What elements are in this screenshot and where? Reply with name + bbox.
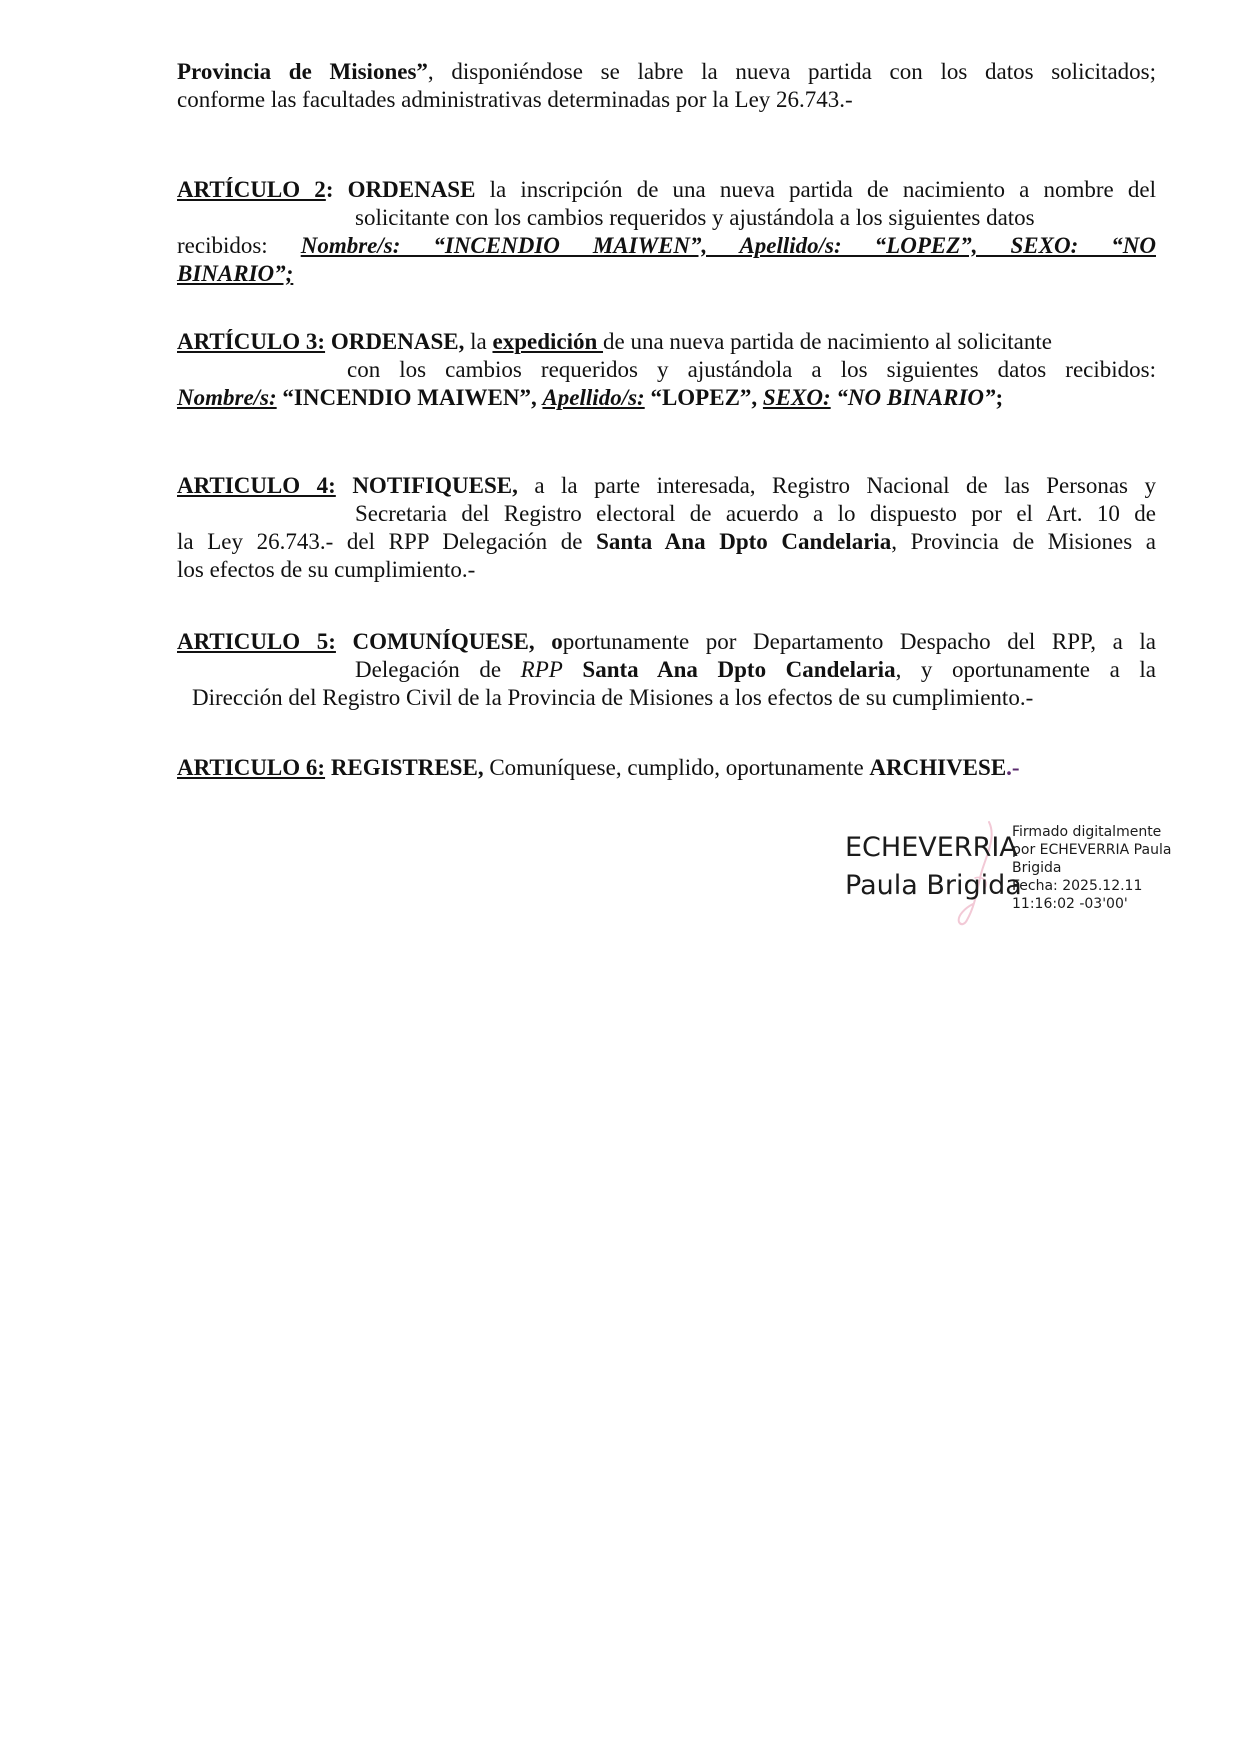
article-5-line-1-text: portunamente por Departamento Despacho del RPP, a la — [562, 629, 1157, 654]
article-3-name-value: “INCENDIO MAIWEN”, — [276, 385, 537, 410]
article-5-rpp: RPP — [520, 657, 563, 682]
signer-name-line-2: Paula Brigida — [845, 870, 1022, 901]
signature-details — [1012, 823, 1171, 913]
article-6-line-1 — [177, 754, 1156, 782]
article-2-received-label: recibidos: — [177, 233, 301, 258]
article-2-verb: ORDENASE — [347, 177, 476, 202]
article-4-label: ARTICULO 4: — [177, 473, 336, 498]
intro-line-1 — [177, 58, 1156, 86]
article-5-line-2-text: Delegación de — [355, 657, 521, 682]
article-6-end-mark: .- — [1006, 755, 1020, 780]
article-4 — [177, 472, 1156, 584]
article-5-line-2 — [177, 656, 1156, 684]
signature-date: Fecha: 2025.12.11 — [1012, 878, 1143, 894]
article-6 — [177, 754, 1156, 782]
intro-line-2: conforme las facultades administrativas determinadas por la Ley 26.743.- — [177, 87, 853, 112]
article-5-delegation: Santa Ana Dpto Candelaria — [582, 657, 896, 682]
article-3-line-3 — [177, 384, 1156, 412]
article-2 — [177, 176, 1156, 288]
article-5-label: ARTICULO 5: — [177, 629, 336, 654]
article-2-line-1 — [177, 176, 1156, 204]
article-4-line-2: Secretaria del Registro electoral de acuerdo a lo dispuesto por el Art. 10 de — [355, 501, 1156, 526]
article-4-line-3 — [177, 528, 1156, 556]
article-3-sex-value: “NO BINARIO” — [830, 385, 996, 410]
article-4-line-1-text: a la parte interesada, Registro Nacional de las Personas y — [517, 473, 1157, 498]
article-3-verb: ORDENASE, — [330, 329, 465, 354]
article-3-line-2: con los cambios requeridos y ajustándola a los siguientes datos recibidos: — [347, 357, 1156, 382]
article-6-archive: ARCHIVESE — [869, 755, 1007, 780]
article-6-label: ARTICULO 6: — [177, 755, 326, 780]
signer-name-line-1: ECHEVERRIA — [845, 832, 1018, 863]
article-2-line-3 — [177, 232, 1156, 260]
intro-line-1-text: , disponiéndose se labre la nueva partida con los datos solicitados; — [427, 59, 1156, 84]
article-3-name-label: Nombre/s: — [177, 385, 277, 410]
article-3 — [177, 328, 1156, 412]
article-4-verb: NOTIFIQUESE, — [352, 473, 518, 498]
article-2-line-2: solicitante con los cambios requeridos y ajustándola a los siguientes datos — [355, 205, 1035, 230]
article-5-line-1 — [177, 628, 1156, 656]
article-2-line-4 — [177, 260, 1156, 288]
article-2-colon: : — [325, 177, 334, 202]
article-5-verb: COMUNÍQUESE, o — [352, 629, 563, 654]
article-3-end: ; — [995, 385, 1004, 410]
article-5 — [177, 628, 1156, 712]
article-2-data: Nombre/s: “INCENDIO MAIWEN”, Apellido/s: “LOPEZ”, SEXO: “NO — [300, 233, 1156, 258]
article-6-verb: REGISTRESE, — [330, 755, 484, 780]
article-5-line-3: Dirección del Registro Civil de la Provincia de Misiones a los efectos de su cumplimiento.- — [192, 685, 1034, 710]
article-3-line-1 — [177, 328, 1156, 356]
article-6-text: Comuníquese, cumplido, oportunamente — [483, 755, 870, 780]
article-4-delegation: Santa Ana Dpto Candelaria — [596, 529, 892, 554]
article-2-line-1-text: la inscripción de una nueva partida de nacimiento a nombre del — [475, 177, 1157, 202]
intro-paragraph — [177, 58, 1156, 114]
article-3-surname-label: Apellido/s: — [542, 385, 645, 410]
signature-time: 11:16:02 -03'00' — [1012, 896, 1128, 912]
article-3-expedition: expedición — [492, 329, 604, 354]
article-3-label: ARTÍCULO 3: — [177, 329, 326, 354]
province-name: Provincia de Misiones” — [177, 59, 428, 84]
article-4-line-1 — [177, 472, 1156, 500]
article-3-sex-label: SEXO: — [762, 385, 831, 410]
article-3-line-1-text: de una nueva partida de nacimiento al solicitante — [603, 329, 1052, 354]
article-3-line-1-mid: la — [464, 329, 493, 354]
article-3-surname-value: “LOPEZ”, — [644, 385, 758, 410]
digital-signature — [845, 818, 1175, 928]
signature-info-2: por ECHEVERRIA Paula — [1012, 842, 1172, 858]
article-4-line-3-text: la Ley 26.743.- del RPP Delegación de — [177, 529, 597, 554]
signature-info-3: Brigida — [1012, 860, 1062, 876]
article-2-data-end: BINARIO”; — [177, 261, 294, 286]
article-2-label: ARTÍCULO 2 — [177, 177, 326, 202]
signature-info-1: Firmado digitalmente — [1012, 824, 1162, 840]
article-4-line-4: los efectos de su cumplimiento.- — [177, 557, 476, 582]
article-5-line-2-end: , y oportunamente a la — [895, 657, 1157, 682]
article-4-line-3-end: , Provincia de Misiones a — [891, 529, 1156, 554]
